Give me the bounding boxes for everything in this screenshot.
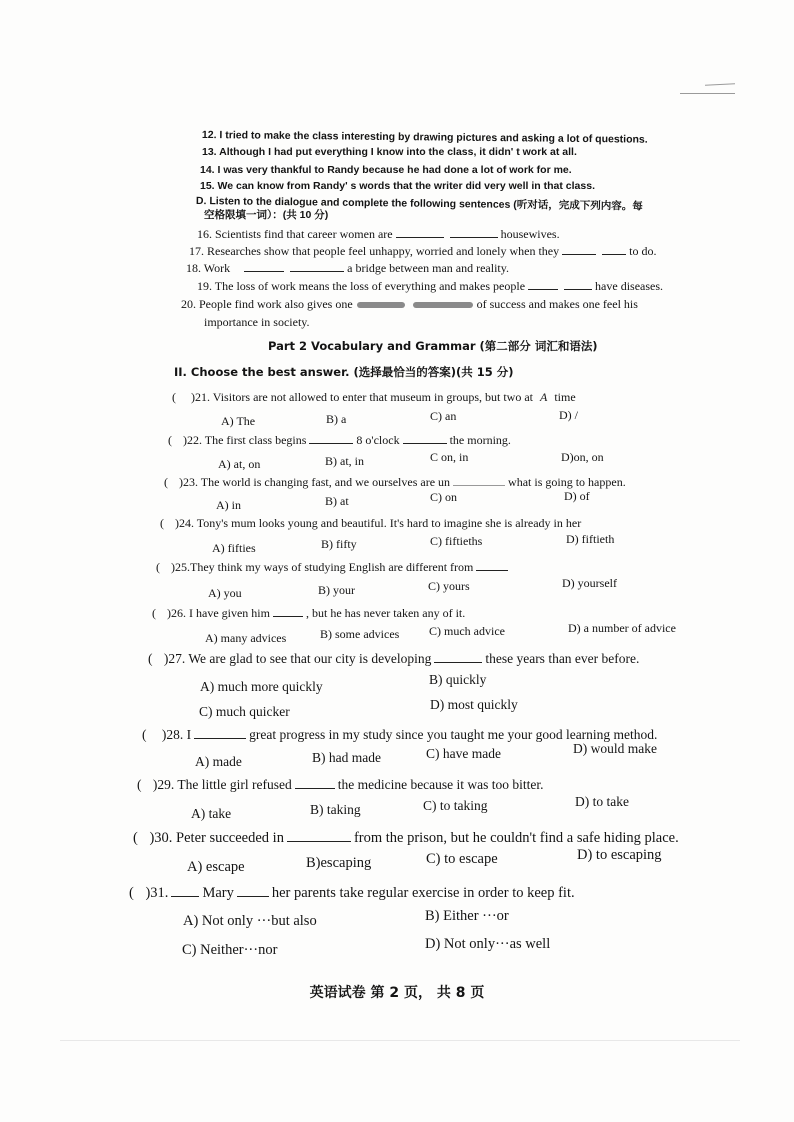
answer-blank[interactable] <box>602 253 626 255</box>
listening-item-13: 13. Although I had put everything I know into the class, it didn' t work at all. <box>202 146 577 158</box>
q27-option-a[interactable]: A) much more quickly <box>200 679 323 694</box>
q25-option-b[interactable]: B) your <box>318 583 355 597</box>
question-28 <box>142 728 657 742</box>
page-footer: 英语试卷 第 2 页， 共 8 页 <box>309 985 485 1001</box>
q27-stem: )27. We are glad to see that our city is developing <box>163 651 432 666</box>
paren-open: ( <box>129 885 134 901</box>
q20-text: 20. People find work also gives one <box>181 297 353 311</box>
q22-stem-end: the morning. <box>449 433 511 447</box>
paren-open: ( <box>172 390 176 404</box>
question-31 <box>129 886 575 901</box>
paren-open: ( <box>137 777 142 792</box>
q23-option-c[interactable]: C) on <box>430 490 457 504</box>
section-d-instruction: D. Listen to the dialogue and complete the following sentences (听对话，完成下列内容。每 <box>195 195 643 213</box>
answer-blank[interactable] <box>562 253 596 255</box>
q22-option-d[interactable]: D)on, on <box>561 450 604 464</box>
answer-blank[interactable] <box>564 288 592 290</box>
q27-option-b[interactable]: B) quickly <box>429 672 487 687</box>
q30-stem: )30. Peter succeeded in <box>149 830 284 846</box>
q31-option-a[interactable]: A) Not only ···but also <box>183 913 317 929</box>
q23-option-a[interactable]: A) in <box>216 498 241 512</box>
q30-option-a[interactable]: A) escape <box>187 859 245 875</box>
q31-stem-end: her parents take regular exercise in order to keep fit. <box>271 885 575 901</box>
answer-blank[interactable] <box>476 569 508 571</box>
q28-stem: )28. I <box>161 727 192 742</box>
q18-end: a bridge between man and reality. <box>347 261 509 275</box>
q28-option-c[interactable]: C) have made <box>426 746 501 761</box>
question-22 <box>168 434 511 446</box>
q29-option-a[interactable]: A) take <box>191 806 232 821</box>
paren-open: ( <box>133 830 138 846</box>
q27-option-c[interactable]: C) much quicker <box>199 704 290 719</box>
q26-option-c[interactable]: C) much advice <box>429 624 505 638</box>
q19-text: 19. The loss of work means the loss of everything and makes people <box>197 279 526 293</box>
q17-end: to do. <box>629 244 657 258</box>
scan-artifact <box>60 1040 740 1041</box>
answer-blank[interactable] <box>403 442 447 444</box>
q19-end: have diseases. <box>595 279 664 293</box>
answer-blank[interactable] <box>396 236 444 238</box>
question-23 <box>164 476 626 488</box>
q29-stem: )29. The little girl refused <box>152 777 292 792</box>
q24-option-b[interactable]: B) fifty <box>321 537 357 551</box>
q23-stem: )23. The world is changing fast, and we ourselves are un <box>179 475 451 489</box>
q29-option-d[interactable]: D) to take <box>575 794 629 809</box>
handwritten-answer: A <box>540 390 548 404</box>
ink-smudge <box>357 302 405 308</box>
q21-stem: )21. Visitors are not allowed to enter that museum in groups, but two at <box>191 390 533 404</box>
q21-option-c[interactable]: C) an <box>430 409 457 423</box>
question-21 <box>172 391 576 403</box>
q17-text: 17. Researches show that people feel unhappy, worried and lonely when they <box>189 244 560 258</box>
q24-option-d[interactable]: D) fiftieth <box>566 532 615 546</box>
q30-option-b[interactable]: B)escaping <box>306 855 372 871</box>
q23-option-b[interactable]: B) at <box>325 494 349 508</box>
answer-blank[interactable] <box>171 895 199 897</box>
q31-option-d[interactable]: D) Not only···as well <box>425 936 551 952</box>
q24-option-a[interactable]: A) fifties <box>212 541 256 555</box>
q22-option-a[interactable]: A) at, on <box>218 457 261 471</box>
question-27 <box>148 652 639 666</box>
question-25 <box>156 561 511 573</box>
q24-stem: )24. Tony's mum looks young and beautiful. It's hard to imagine she is already in her <box>175 516 582 530</box>
question-30 <box>133 831 679 846</box>
question-17 <box>189 245 656 257</box>
q30-stem-end: from the prison, but he couldn't find a safe hiding place. <box>353 830 679 846</box>
listening-item-14: 14. I was very thankful to Randy because he had done a lot of work for me. <box>200 164 572 176</box>
section-d-instruction-2: 空格限填一词）：(共 10 分) <box>204 209 329 221</box>
paren-open: ( <box>156 560 160 574</box>
question-19 <box>197 280 663 292</box>
q29-option-c[interactable]: C) to taking <box>423 798 488 813</box>
q25-option-c[interactable]: C) yours <box>428 579 470 593</box>
paren-open: ( <box>168 433 172 447</box>
question-24 <box>160 517 581 529</box>
q30-option-c[interactable]: C) to escape <box>426 851 498 867</box>
q23-option-d[interactable]: D) of <box>564 489 590 503</box>
q29-option-b[interactable]: B) taking <box>310 802 361 817</box>
q16-end: housewives. <box>500 227 560 241</box>
q21-option-a[interactable]: A) The <box>221 414 256 428</box>
scan-artifact <box>705 83 735 86</box>
answer-blank[interactable] <box>273 615 303 617</box>
q23-stem-end: what is going to happen. <box>508 475 626 489</box>
q16-text: 16. Scientists find that career women are <box>197 227 393 241</box>
q22-option-c[interactable]: C on, in <box>430 450 469 464</box>
question-18 <box>186 262 509 274</box>
q26-option-b[interactable]: B) some advices <box>320 627 400 641</box>
q28-option-b[interactable]: B) had made <box>312 750 381 765</box>
q28-stem-end: great progress in my study since you taught me your good learning method. <box>249 727 658 742</box>
answer-blank[interactable] <box>290 270 344 272</box>
q29-stem-end: the medicine because it was too bitter. <box>337 777 544 792</box>
paren-open: ( <box>148 651 153 666</box>
q30-option-d[interactable]: D) to escaping <box>577 847 662 863</box>
q31-stem: )31. <box>145 885 169 901</box>
q31-option-b[interactable]: B) Either ···or <box>425 908 509 924</box>
q22-stem: )22. The first class begins <box>183 433 307 447</box>
question-16 <box>197 228 560 240</box>
q31-stem-mid: Mary <box>202 885 234 901</box>
q22-stem-mid: 8 o'clock <box>356 433 400 447</box>
q26-stem: )26. I have given him <box>167 606 270 620</box>
answer-blank[interactable] <box>244 270 284 272</box>
question-20 <box>181 298 638 310</box>
q22-option-b[interactable]: B) at, in <box>325 454 364 468</box>
paren-open: ( <box>164 475 168 489</box>
part-2-title: Part 2 Vocabulary and Grammar (第二部分 词汇和语法) <box>268 339 598 353</box>
ink-smudge <box>413 302 473 308</box>
answer-blank[interactable] <box>287 840 351 842</box>
q28-option-d[interactable]: D) would make <box>573 741 657 756</box>
q28-option-a[interactable]: A) made <box>195 754 242 769</box>
q25-stem: )25.They think my ways of studying English are different from <box>171 560 474 574</box>
question-20-cont: importance in society. <box>204 315 310 329</box>
q24-option-c[interactable]: C) fiftieths <box>430 534 483 548</box>
scan-artifact <box>680 93 735 94</box>
part-2-instruction: II. Choose the best answer. (选择最恰当的答案)(共 15 分) <box>174 365 514 379</box>
q21-option-b[interactable]: B) a <box>326 412 347 426</box>
question-26 <box>152 607 465 619</box>
paren-open: ( <box>152 606 156 620</box>
q27-stem-end: these years than ever before. <box>485 651 640 666</box>
q26-option-a[interactable]: A) many advices <box>205 631 287 645</box>
q21-option-d[interactable]: D) / <box>559 408 578 422</box>
q25-option-d[interactable]: D) yourself <box>562 576 617 590</box>
answer-blank[interactable] <box>434 661 482 663</box>
answer-blank[interactable] <box>450 236 498 238</box>
q18-text: 18. Work <box>186 261 231 275</box>
answer-blank[interactable] <box>528 288 558 290</box>
answer-blank[interactable] <box>237 895 269 897</box>
paren-open: ( <box>142 727 147 742</box>
q27-option-d[interactable]: D) most quickly <box>430 697 518 712</box>
paren-open: ( <box>160 516 164 530</box>
listening-item-15: 15. We can know from Randy' s words that the writer did very well in that class. <box>200 180 595 192</box>
q26-option-d[interactable]: D) a number of advice <box>568 621 676 635</box>
answer-blank[interactable] <box>309 442 353 444</box>
q20-end: of success and makes one feel his <box>476 297 638 311</box>
answer-blank[interactable] <box>453 484 505 486</box>
q31-option-c[interactable]: C) Neither···nor <box>182 942 278 958</box>
q25-option-a[interactable]: A) you <box>208 586 242 600</box>
listening-item-12: 12. I tried to make the class interesting by drawing pictures and asking a lot of questions. <box>201 129 648 146</box>
answer-blank[interactable] <box>194 737 246 739</box>
q21-stem-end: time <box>554 390 576 404</box>
answer-blank[interactable] <box>295 787 335 789</box>
question-29 <box>137 778 544 792</box>
q26-stem-end: , but he has never taken any of it. <box>305 606 466 620</box>
